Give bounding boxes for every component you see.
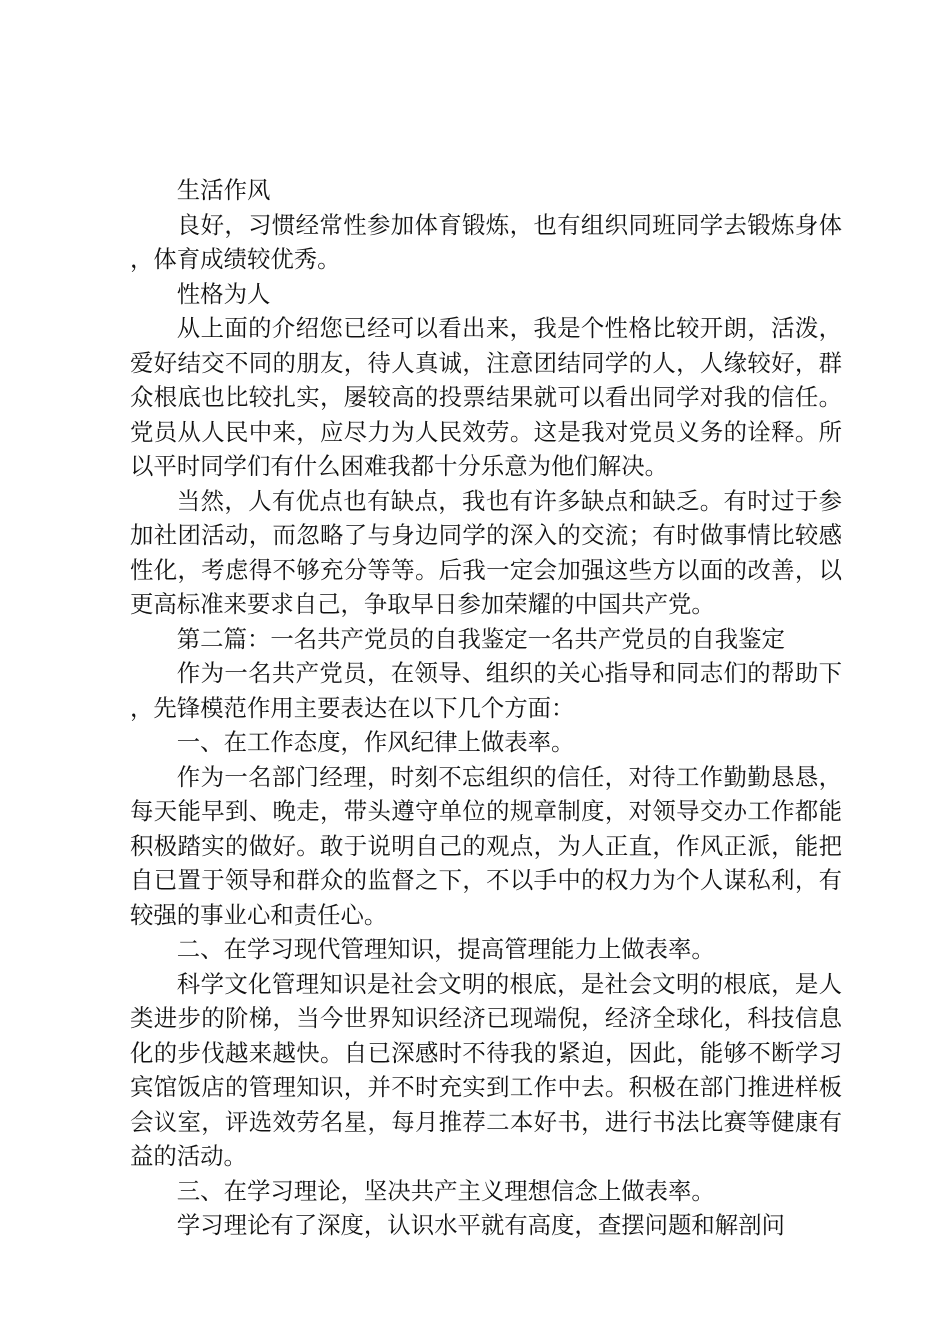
section-heading-personality: 性格为人 xyxy=(176,279,271,308)
paragraph: 科学文化管理知识是社会文明的根底，是社会文明的根底，是人类进步的阶梯，当今世界知识经济已现端倪，经济全球化，科技信息化的步伐越来越快。自已深感时不待我的紧迫，因此，能够不断学习宾馆饭店的管理知识，并不时充实到工作中去。积极在部门推进样板会议室，评选效劳名星，每月推荐二本好书，进行书法比赛等健康有益的活动。 xyxy=(130,969,842,1170)
paragraph: 当然，人有优点也有缺点，我也有许多缺点和缺乏。有时过于参加社团活动，而忽略了与身边同学的深入的交流；有时做事情比较感性化，考虑得不够充分等等。后我一定会加强这些方以面的改善，以更高标准来要求自己，争取早日参加荣耀的中国共产党。 xyxy=(130,486,842,618)
paragraph: 作为一名部门经理，时刻不忘组织的信任，对待工作勤勤恳恳，每天能早到、晚走，带头遵守单位的规章制度，对领导交办工作都能积极踏实的做好。敢于说明自己的观点，为人正直，作风正派，能把自已置于领导和群众的监督之下，不以手中的权力为个人谋私利，有较强的事业心和责任心。 xyxy=(130,762,842,929)
section-heading-2: 二、在学习现代管理知识，提高管理能力上做表率。 xyxy=(176,935,715,963)
paragraph: 从上面的介绍您已经可以看出来，我是个性格比较开朗，活泼，爱好结交不同的朋友，待人真诚，注意团结同学的人，人缘较好，群众根底也比较扎实，屡较高的投票结果就可以看出同学对我的信任。党员从人民中来，应尽力为人民效劳。这是我对党员义务的诠释。所以平时同学们有什么困难我都十分乐意为他们解决。 xyxy=(130,314,842,480)
document-body xyxy=(130,173,842,1243)
section-heading-lifestyle: 生活作风 xyxy=(176,176,271,204)
chapter-heading: 第二篇：一名共产党员的自我鉴定一名共产党员的自我鉴定 xyxy=(176,624,785,653)
paragraph: 良好，习惯经常性参加体育锻炼，也有组织同班同学去锻炼身体，体育成绩较优秀。 xyxy=(130,210,842,273)
section-heading-1: 一、在工作态度，作风纪律上做表率。 xyxy=(176,728,575,756)
paragraph: 作为一名共产党员，在领导、组织的关心指导和同志们的帮助下，先锋模范作用主要表达在以下几个方面： xyxy=(130,659,842,722)
section-heading-3: 三、在学习理论，坚决共产主义理想信念上做表率。 xyxy=(176,1176,715,1205)
paragraph: 学习理论有了深度，认识水平就有高度，查摆问题和解剖问 xyxy=(176,1211,785,1239)
